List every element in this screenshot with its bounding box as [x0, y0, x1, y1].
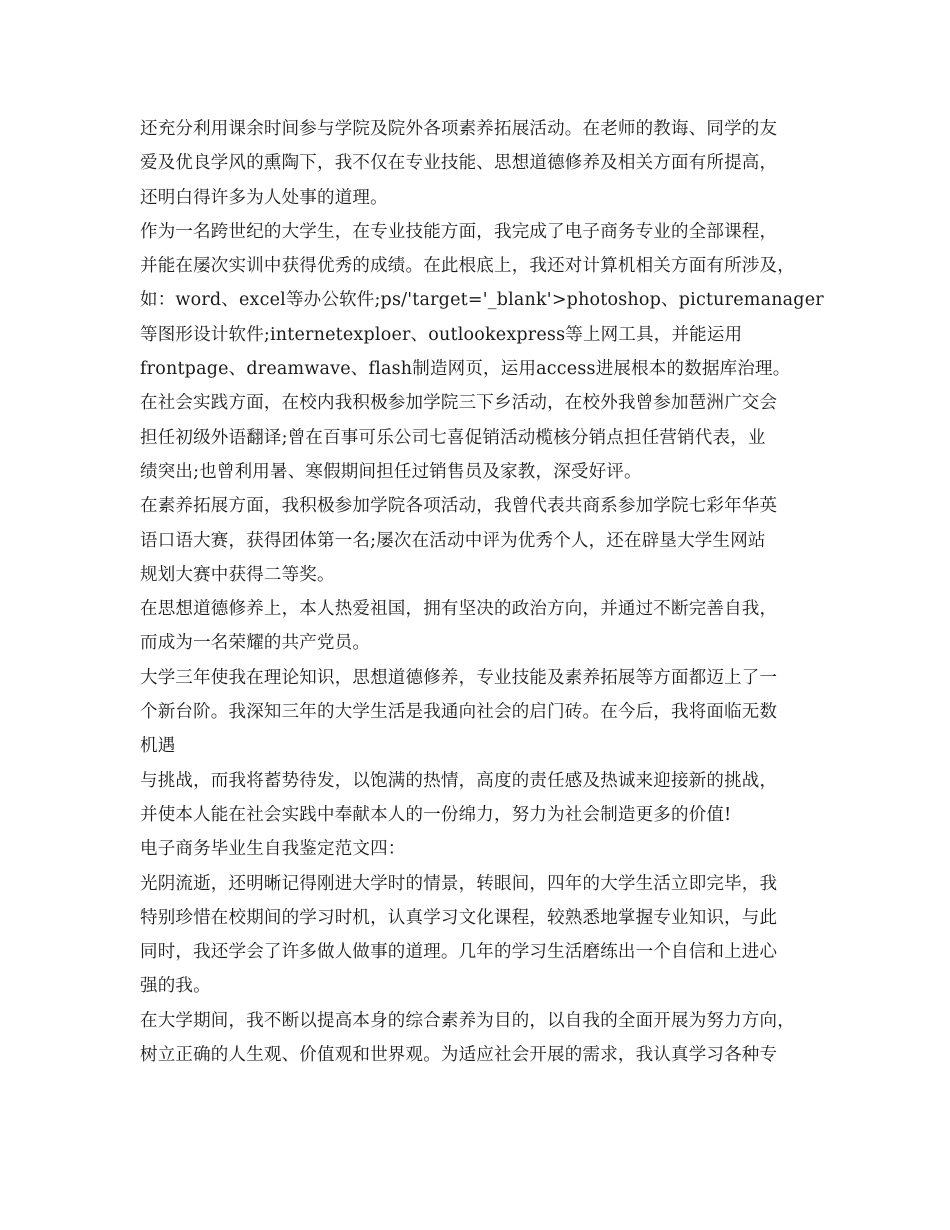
text-line: 同时，我还学会了许多做人做事的道理。几年的学习生活磨练出一个自信和上进心 [140, 942, 778, 963]
text-line: 爱及优良学风的熏陶下，我不仅在专业技能、思想道德修养及相关方面有所提高， [140, 153, 778, 174]
text-line: 特别珍惜在校期间的学习时机，认真学习文化课程，较熟悉地掌握专业知识，与此 [140, 907, 778, 928]
text-line: 强的我。 [140, 976, 211, 997]
text-line: 树立正确的人生观、价值观和世界观。为适应社会开展的需求，我认真学习各种专 [140, 1045, 778, 1066]
text-line: 等图形设计软件;internetexploer、outlookexpress等上网工具，并能运用 [140, 324, 743, 345]
text-line: 在社会实践方面，在校内我积极参加学院三下乡活动，在校外我曾参加琶洲广交会 [140, 393, 778, 414]
text-line: 机遇 [140, 736, 176, 757]
text-line: frontpage、dreamwave、flash制造网页，运用access进展根本的数据库治理。 [140, 359, 791, 380]
text-line: 还充分利用课余时间参与学院及院外各项素养拓展活动。在老师的教诲、同学的友 [140, 119, 778, 139]
section-heading: 电子商务毕业生自我鉴定范文四： [140, 839, 406, 860]
text-line: 光阴流逝，还明晰记得刚进大学时的情景，转眼间，四年的大学生活立即完毕，我 [140, 873, 778, 894]
text-line: 大学三年使我在理论知识，思想道德修养，专业技能及素养拓展等方面都迈上了一 [140, 667, 778, 688]
text-line: 并能在屡次实训中获得优秀的成绩。在此根底上，我还对计算机相关方面有所涉及， [140, 256, 795, 277]
text-line: 而成为一名荣耀的共产党员。 [140, 633, 371, 654]
text-line: 担任初级外语翻译;曾在百事可乐公司七喜促销活动榄核分销点担任营销代表，业 [140, 427, 766, 448]
text-line: 绩突出;也曾利用暑、寒假期间担任过销售员及家教，深受好评。 [140, 461, 642, 482]
text-line: 规划大赛中获得二等奖。 [140, 564, 335, 585]
text-line: 在素养拓展方面，我积极参加学院各项活动，我曾代表共商系参加学院七彩年华英 [140, 496, 778, 517]
text-line: 在思想道德修养上，本人热爱祖国，拥有坚决的政治方向，并通过不断完善自我， [140, 599, 778, 620]
text-line: 还明白得许多为人处事的道理。 [140, 187, 388, 208]
text-line: 个新台阶。我深知三年的大学生活是我通向社会的启门砖。在今后，我将面临无数 [140, 702, 778, 723]
text-line: 并使本人能在社会实践中奉献本人的一份绵力，努力为社会制造更多的价值! [140, 804, 732, 825]
text-line: 在大学期间，我不断以提高本身的综合素养为目的，以自我的全面开展为努力方向， [140, 1010, 795, 1031]
document-body [140, 112, 830, 1072]
text-line: 作为一名跨世纪的大学生，在专业技能方面，我完成了电子商务专业的全部课程， [140, 221, 778, 242]
text-line: 语口语大赛，获得团体第一名;屡次在活动中评为优秀个人，还在辟垦大学生网站 [140, 530, 766, 551]
text-line: 与挑战，而我将蓄势待发，以饱满的热情，高度的责任感及热诚来迎接新的挑战， [140, 770, 778, 791]
text-line: 如：word、excel等办公软件;ps/'target='_blank'>photoshop、picturemanager [140, 290, 824, 311]
